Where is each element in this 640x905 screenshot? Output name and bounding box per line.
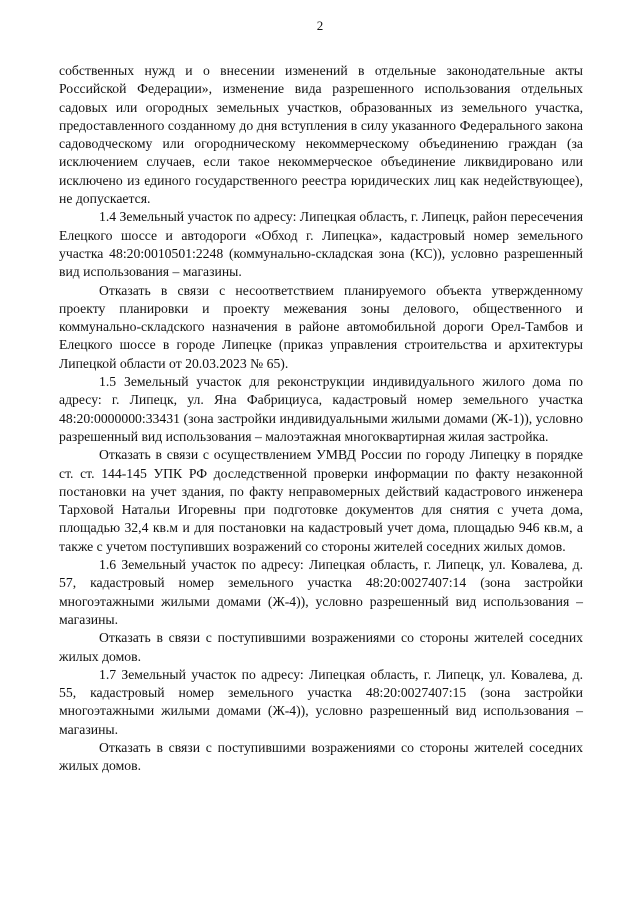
clause-1-7-decision: Отказать в связи с поступившими возражениями со стороны жителей соседних жилых домов.	[59, 739, 583, 774]
page-number: 2	[316, 18, 324, 33]
clause-1-5-decision: Отказать в связи с осуществлением УМВД России по городу Липецку в порядке ст. ст. 144-145 УПК РФ доследственной проверки информации по факту незаконной постановки на учет здания, по факту неправомерных действий кадастрового инженера Тарховой Натальи Игоревны при подготовке документов для снятия с учета дома, площадью 32,4 кв.м и для постановки на кадастровый учет дома, площадью 946 кв.м, а также с учетом поступивших возражений со стороны жителей соседних жилых домов.	[59, 447, 583, 554]
clause-1-4: 1.4 Земельный участок по адресу: Липецкая область, г. Липецк, район пересечения Елецкого шоссе и автодороги «Обход г. Липецка», кадастровый номер земельного участка 48:20:0010501:2248 (коммунально-складская зона (КС)), условно разрешенный вид использования – магазины.	[59, 209, 584, 280]
clause-1-7: 1.7 Земельный участок по адресу: Липецкая область, г. Липецк, ул. Ковалева, д. 55, кадастровый номер земельного участка 48:20:0027407:15 (зона застройки многоэтажными жилыми домами (Ж-4)), условно разрешенный вид использования – магазины.	[59, 666, 583, 737]
paragraph-continuation: собственных нужд и о внесении изменений в отдельные законодательные акты Российской Федерации», изменение вида разрешенного использования отдельных садовых или огородных земельных участков, образованных из земельного участка, предоставленного созданному до дня вступления в силу указанного Федерального закона садоводческому или огородническому некоммерческому объединению граждан (за исключением случаев, если такое некоммерческое объединение ликвидировано или исключено из единого государственного реестра юридических лиц как недействующее), не допускается.	[59, 63, 583, 207]
clause-1-6: 1.6 Земельный участок по адресу: Липецкая область, г. Липецк, ул. Ковалева, д. 57, кадастровый номер земельного участка 48:20:0027407:14 (зона застройки многоэтажными жилыми домами (Ж-4)), условно разрешенный вид использования – магазины.	[59, 557, 583, 627]
clause-1-4-decision: Отказать в связи с несоответствием планируемого объекта утвержденному проекту планировки и проекту межевания зоны делового, общественного и коммунально-складского назначения в районе автомобильной дороги Орел-Тамбов и Елецкого шоссе в городе Липецке (приказ управления строительства и архитектуры Липецкой области от 20.03.2023 № 65).	[59, 282, 583, 371]
document-body	[59, 62, 583, 776]
clause-1-6-decision: Отказать в связи с поступившими возражениями со стороны жителей соседних жилых домов.	[59, 630, 583, 664]
clause-1-5: 1.5 Земельный участок для реконструкции индивидуального жилого дома по адресу: г. Липецк, ул. Яна Фабрициуса, кадастровый номер земельного участка 48:20:0000000:33431 (зона застройки индивидуальными жилыми домами (Ж-1)), условно разрешенный вид использования – малоэтажная многоквартирная жилая застройка.	[59, 374, 583, 444]
